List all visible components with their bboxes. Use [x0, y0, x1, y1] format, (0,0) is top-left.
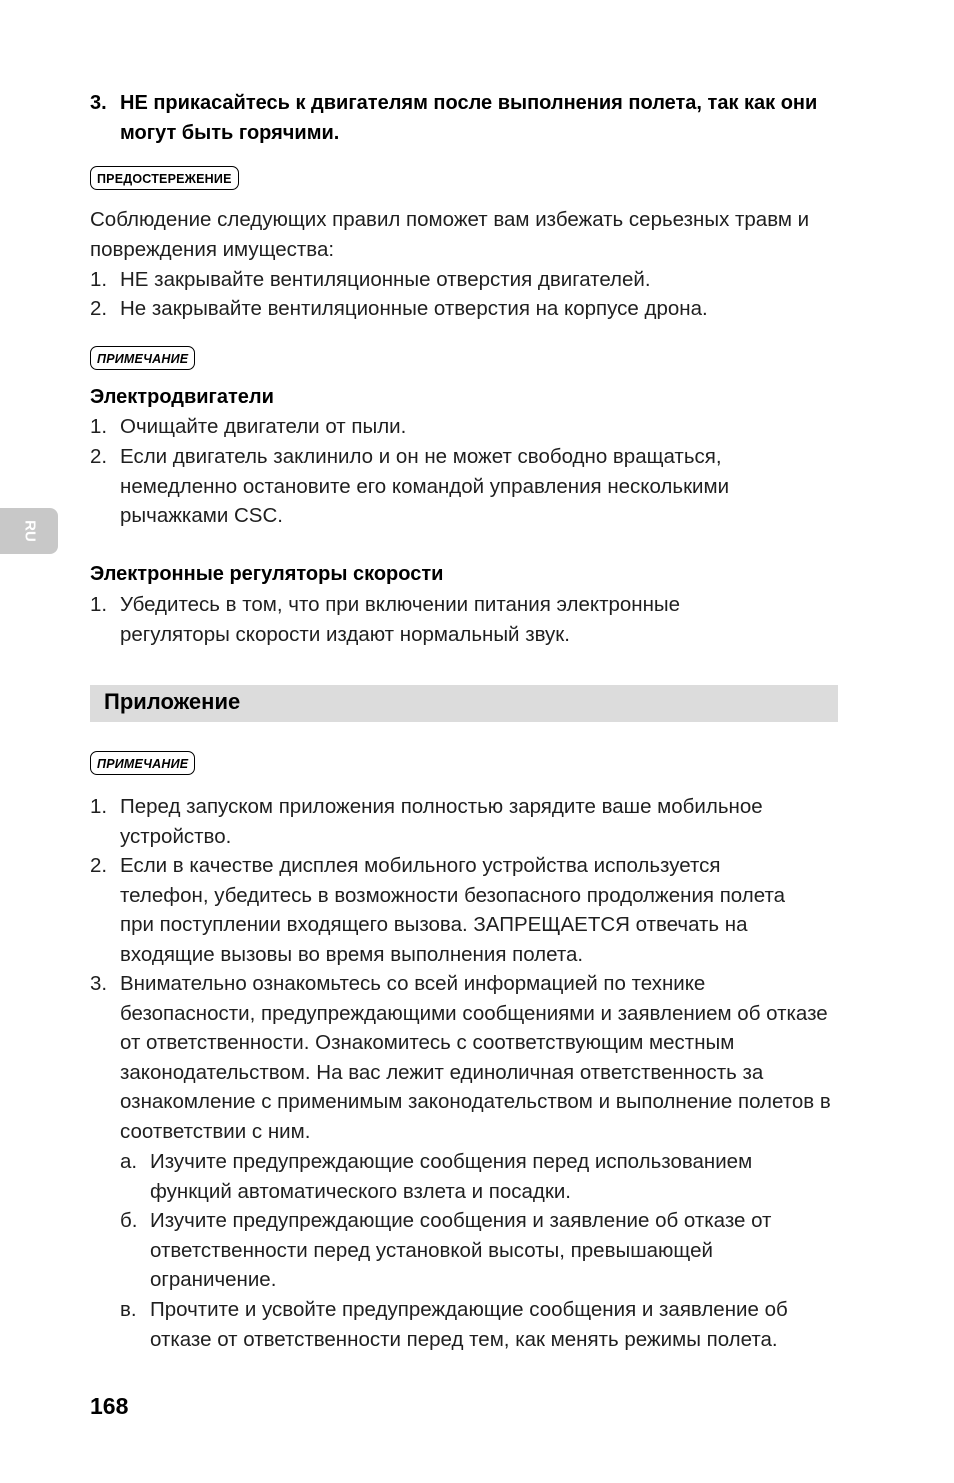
list-letter: в. — [120, 1298, 137, 1321]
motors-heading: Электродвигатели — [90, 386, 274, 408]
section-header-app — [90, 685, 838, 722]
sub-list-item — [90, 1295, 825, 1354]
list-item — [90, 294, 840, 324]
list-item — [90, 265, 840, 295]
list-number: 2. — [90, 854, 108, 877]
list-item — [90, 590, 750, 649]
list-number: 3. — [90, 972, 108, 995]
list-item-text: Не закрывайте вентиляционные отверстия на корпусе дрона. — [120, 297, 708, 320]
list-item-text: Изучите предупреждающие сообщения перед использованием функций автоматического взлета и посадки. — [150, 1150, 753, 1203]
caution-intro: Соблюдение следующих правил поможет вам избежать серьезных травм и повреждения имущества: — [90, 208, 810, 261]
list-number: 3. — [90, 92, 107, 114]
list-item-text: НЕ закрывайте вентиляционные отверстия двигателей. — [120, 268, 651, 291]
list-item — [90, 412, 840, 442]
caution-badge-label: ПРЕДОСТЕРЕЖЕНИЕ — [97, 172, 232, 186]
list-number: 2. — [90, 445, 108, 468]
list-item-text: Если двигатель заклинило и он не может свободно вращаться, немедленно остановите его командой управления несколькими рычажками CSC. — [120, 445, 730, 528]
warning-text: НЕ прикасайтесь к двигателям после выполнения полета, так как они могут быть горячими. — [120, 92, 818, 144]
warning-item-3 — [90, 88, 825, 148]
list-item-text: Если в качестве дисплея мобильного устройства используется телефон, убедитесь в возможности безопасного продолжения полета при поступлении входящего вызова. ЗАПРЕЩАЕТСЯ отвечать на входящие вызовы во время выполнения полета. — [120, 854, 785, 966]
list-item-text: Внимательно ознакомьтесь со всей информацией по технике безопасности, предупреждающими сообщениями и заявлением об отказе от ответственности. Ознакомитесь с соответствующим местным законодательством. На вас лежит единоличная ответственность за ознакомление с применимым законодательством и выполнение полетов в соответствии с ним. — [120, 972, 831, 1143]
list-item-text: Перед запуском приложения полностью зарядите ваше мобильное устройство. — [120, 795, 763, 848]
list-item — [90, 851, 790, 969]
list-number: 1. — [90, 268, 108, 291]
list-item — [90, 969, 842, 1147]
sub-list-item — [90, 1147, 810, 1206]
list-item-text: Очищайте двигатели от пыли. — [120, 415, 407, 438]
list-item-text: Убедитесь в том, что при включении питания электронные регуляторы скорости издают нормальный звук. — [120, 593, 681, 646]
language-tab-label: RU — [21, 520, 39, 542]
list-item — [90, 792, 830, 851]
list-item-text: Изучите предупреждающие сообщения и заявление об отказе от ответственности перед установкой высоты, превышающей ограничение. — [150, 1209, 772, 1292]
note-badge-label: ПРИМЕЧАНИЕ — [97, 352, 189, 366]
list-number: 1. — [90, 795, 108, 818]
section-title: Приложение — [104, 689, 241, 714]
list-item — [90, 442, 790, 531]
page-number: 168 — [90, 1393, 129, 1419]
language-tab — [0, 508, 58, 554]
list-number: 1. — [90, 415, 108, 438]
note-badge — [90, 346, 195, 370]
list-number: 1. — [90, 593, 108, 616]
caution-badge — [90, 166, 239, 190]
list-item-text: Прочтите и усвойте предупреждающие сообщения и заявление об отказе от ответственности перед тем, как менять режимы полета. — [150, 1298, 788, 1351]
list-letter: б. — [120, 1209, 138, 1232]
note-badge — [90, 751, 195, 775]
note-badge-label: ПРИМЕЧАНИЕ — [97, 757, 189, 771]
list-letter: а. — [120, 1150, 138, 1173]
list-number: 2. — [90, 297, 108, 320]
sub-list-item — [90, 1206, 810, 1295]
esc-heading: Электронные регуляторы скорости — [90, 563, 444, 585]
